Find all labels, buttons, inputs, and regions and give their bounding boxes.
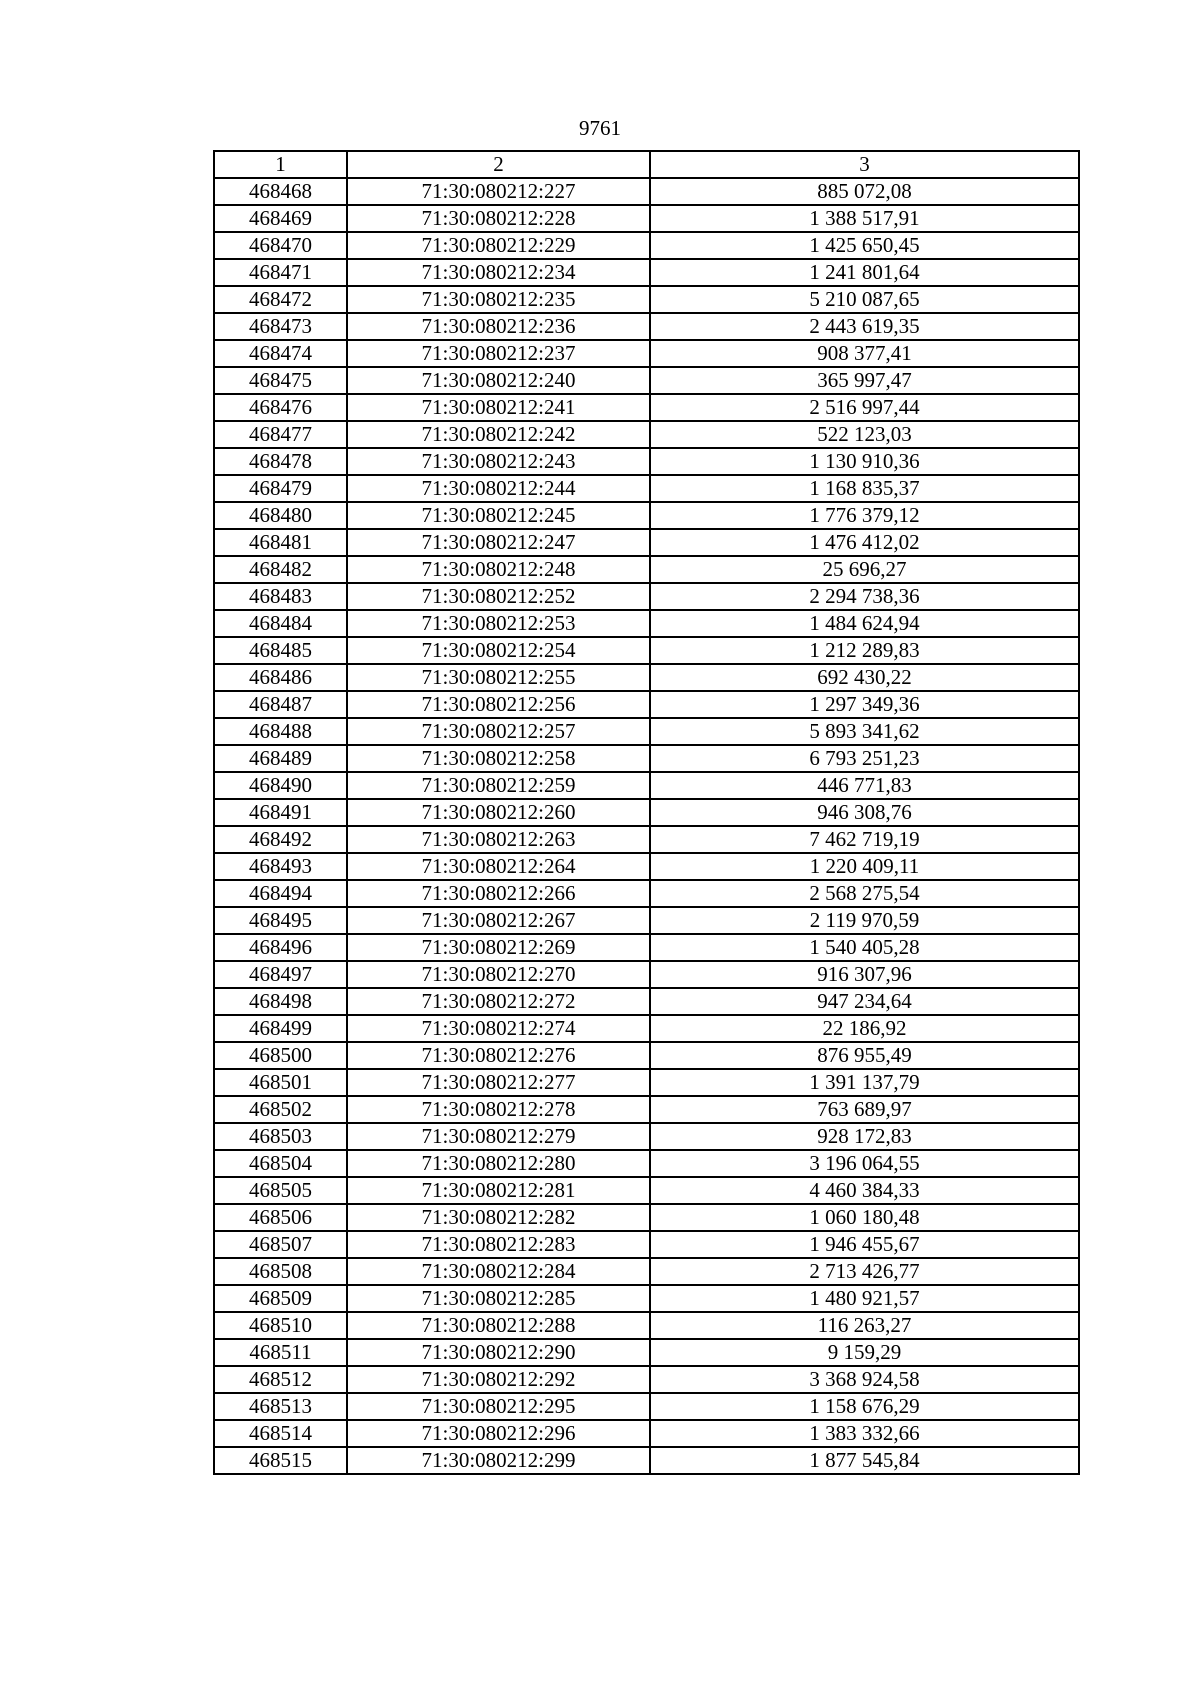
value-cell: 876 955,49 xyxy=(650,1042,1079,1069)
table-row xyxy=(214,583,1079,610)
cadastral-number-cell: 71:30:080212:241 xyxy=(347,394,650,421)
value-cell: 1 130 910,36 xyxy=(650,448,1079,475)
value-cell: 3 368 924,58 xyxy=(650,1366,1079,1393)
table-row xyxy=(214,745,1079,772)
cadastral-number-cell: 71:30:080212:229 xyxy=(347,232,650,259)
table-row xyxy=(214,880,1079,907)
row-number-cell: 468500 xyxy=(214,1042,347,1069)
value-cell: 25 696,27 xyxy=(650,556,1079,583)
page-number: 9761 xyxy=(579,116,621,140)
value-cell: 928 172,83 xyxy=(650,1123,1079,1150)
table-row xyxy=(214,1042,1079,1069)
cadastral-number-cell: 71:30:080212:245 xyxy=(347,502,650,529)
value-cell: 1 220 409,11 xyxy=(650,853,1079,880)
value-cell: 763 689,97 xyxy=(650,1096,1079,1123)
table-row xyxy=(214,1339,1079,1366)
row-number-cell: 468497 xyxy=(214,961,347,988)
column-header-3: 3 xyxy=(650,151,1079,178)
table-row xyxy=(214,1150,1079,1177)
cadastral-number-cell: 71:30:080212:264 xyxy=(347,853,650,880)
table-row xyxy=(214,205,1079,232)
table-row xyxy=(214,826,1079,853)
value-cell: 1 383 332,66 xyxy=(650,1420,1079,1447)
row-number-cell: 468508 xyxy=(214,1258,347,1285)
cadastral-number-cell: 71:30:080212:247 xyxy=(347,529,650,556)
table-header xyxy=(214,151,1079,178)
table-row xyxy=(214,448,1079,475)
value-cell: 1 241 801,64 xyxy=(650,259,1079,286)
table-row xyxy=(214,1393,1079,1420)
value-cell: 1 168 835,37 xyxy=(650,475,1079,502)
cadastral-number-cell: 71:30:080212:269 xyxy=(347,934,650,961)
row-number-cell: 468494 xyxy=(214,880,347,907)
value-cell: 1 776 379,12 xyxy=(650,502,1079,529)
cadastral-number-cell: 71:30:080212:292 xyxy=(347,1366,650,1393)
cadastral-number-cell: 71:30:080212:242 xyxy=(347,421,650,448)
row-number-cell: 468469 xyxy=(214,205,347,232)
cadastral-number-cell: 71:30:080212:227 xyxy=(347,178,650,205)
value-cell: 1 297 349,36 xyxy=(650,691,1079,718)
table-row xyxy=(214,556,1079,583)
cadastral-number-cell: 71:30:080212:257 xyxy=(347,718,650,745)
value-cell: 7 462 719,19 xyxy=(650,826,1079,853)
table-row xyxy=(214,1204,1079,1231)
table-row xyxy=(214,1366,1079,1393)
cadastral-number-cell: 71:30:080212:296 xyxy=(347,1420,650,1447)
table-row xyxy=(214,421,1079,448)
row-number-cell: 468515 xyxy=(214,1447,347,1474)
cadastral-number-cell: 71:30:080212:234 xyxy=(347,259,650,286)
table-row xyxy=(214,799,1079,826)
row-number-cell: 468476 xyxy=(214,394,347,421)
row-number-cell: 468502 xyxy=(214,1096,347,1123)
row-number-cell: 468481 xyxy=(214,529,347,556)
cadastral-number-cell: 71:30:080212:280 xyxy=(347,1150,650,1177)
value-cell: 1 540 405,28 xyxy=(650,934,1079,961)
row-number-cell: 468514 xyxy=(214,1420,347,1447)
row-number-cell: 468479 xyxy=(214,475,347,502)
value-cell: 1 388 517,91 xyxy=(650,205,1079,232)
row-number-cell: 468498 xyxy=(214,988,347,1015)
row-number-cell: 468485 xyxy=(214,637,347,664)
cadastral-number-cell: 71:30:080212:240 xyxy=(347,367,650,394)
cadastral-number-cell: 71:30:080212:284 xyxy=(347,1258,650,1285)
row-number-cell: 468506 xyxy=(214,1204,347,1231)
table-row xyxy=(214,907,1079,934)
row-number-cell: 468483 xyxy=(214,583,347,610)
value-cell: 692 430,22 xyxy=(650,664,1079,691)
cadastral-number-cell: 71:30:080212:248 xyxy=(347,556,650,583)
row-number-cell: 468475 xyxy=(214,367,347,394)
table-row xyxy=(214,475,1079,502)
cadastral-number-cell: 71:30:080212:278 xyxy=(347,1096,650,1123)
table-row xyxy=(214,340,1079,367)
table-row xyxy=(214,691,1079,718)
row-number-cell: 468478 xyxy=(214,448,347,475)
row-number-cell: 468501 xyxy=(214,1069,347,1096)
row-number-cell: 468471 xyxy=(214,259,347,286)
row-number-cell: 468513 xyxy=(214,1393,347,1420)
table-row xyxy=(214,1177,1079,1204)
cadastral-number-cell: 71:30:080212:270 xyxy=(347,961,650,988)
row-number-cell: 468504 xyxy=(214,1150,347,1177)
column-header-2: 2 xyxy=(347,151,650,178)
cadastral-number-cell: 71:30:080212:254 xyxy=(347,637,650,664)
table-row xyxy=(214,259,1079,286)
row-number-cell: 468496 xyxy=(214,934,347,961)
row-number-cell: 468473 xyxy=(214,313,347,340)
table-row xyxy=(214,1285,1079,1312)
table-row xyxy=(214,313,1079,340)
value-cell: 22 186,92 xyxy=(650,1015,1079,1042)
row-number-cell: 468511 xyxy=(214,1339,347,1366)
row-number-cell: 468509 xyxy=(214,1285,347,1312)
cadastral-number-cell: 71:30:080212:260 xyxy=(347,799,650,826)
value-cell: 1 484 624,94 xyxy=(650,610,1079,637)
table-row xyxy=(214,988,1079,1015)
row-number-cell: 468490 xyxy=(214,772,347,799)
cadastral-number-cell: 71:30:080212:243 xyxy=(347,448,650,475)
row-number-cell: 468470 xyxy=(214,232,347,259)
table-row xyxy=(214,1312,1079,1339)
value-cell: 2 294 738,36 xyxy=(650,583,1079,610)
cadastral-number-cell: 71:30:080212:228 xyxy=(347,205,650,232)
table-row xyxy=(214,367,1079,394)
value-cell: 885 072,08 xyxy=(650,178,1079,205)
cadastral-number-cell: 71:30:080212:282 xyxy=(347,1204,650,1231)
cadastral-number-cell: 71:30:080212:277 xyxy=(347,1069,650,1096)
table-row xyxy=(214,502,1079,529)
value-cell: 116 263,27 xyxy=(650,1312,1079,1339)
value-cell: 1 877 545,84 xyxy=(650,1447,1079,1474)
cadastral-number-cell: 71:30:080212:276 xyxy=(347,1042,650,1069)
cadastral-number-cell: 71:30:080212:279 xyxy=(347,1123,650,1150)
cadastral-number-cell: 71:30:080212:237 xyxy=(347,340,650,367)
table-row xyxy=(214,934,1079,961)
cadastral-number-cell: 71:30:080212:258 xyxy=(347,745,650,772)
table-row xyxy=(214,664,1079,691)
value-cell: 1 425 650,45 xyxy=(650,232,1079,259)
value-cell: 1 946 455,67 xyxy=(650,1231,1079,1258)
value-cell: 1 480 921,57 xyxy=(650,1285,1079,1312)
value-cell: 4 460 384,33 xyxy=(650,1177,1079,1204)
cadastral-number-cell: 71:30:080212:236 xyxy=(347,313,650,340)
row-number-cell: 468474 xyxy=(214,340,347,367)
table-row xyxy=(214,610,1079,637)
cadastral-number-cell: 71:30:080212:256 xyxy=(347,691,650,718)
value-cell: 946 308,76 xyxy=(650,799,1079,826)
table-row xyxy=(214,178,1079,205)
cadastral-number-cell: 71:30:080212:285 xyxy=(347,1285,650,1312)
row-number-cell: 468505 xyxy=(214,1177,347,1204)
table-row xyxy=(214,1069,1079,1096)
row-number-cell: 468503 xyxy=(214,1123,347,1150)
value-cell: 365 997,47 xyxy=(650,367,1079,394)
row-number-cell: 468491 xyxy=(214,799,347,826)
cadastral-number-cell: 71:30:080212:272 xyxy=(347,988,650,1015)
value-cell: 1 476 412,02 xyxy=(650,529,1079,556)
cadastral-number-cell: 71:30:080212:266 xyxy=(347,880,650,907)
table-row xyxy=(214,286,1079,313)
registry-table xyxy=(213,150,1080,1475)
header-row xyxy=(214,151,1079,178)
value-cell: 2 119 970,59 xyxy=(650,907,1079,934)
row-number-cell: 468480 xyxy=(214,502,347,529)
value-cell: 5 210 087,65 xyxy=(650,286,1079,313)
value-cell: 2 568 275,54 xyxy=(650,880,1079,907)
column-header-1: 1 xyxy=(214,151,347,178)
cadastral-number-cell: 71:30:080212:299 xyxy=(347,1447,650,1474)
value-cell: 1 158 676,29 xyxy=(650,1393,1079,1420)
cadastral-number-cell: 71:30:080212:281 xyxy=(347,1177,650,1204)
row-number-cell: 468482 xyxy=(214,556,347,583)
value-cell: 2 713 426,77 xyxy=(650,1258,1079,1285)
cadastral-number-cell: 71:30:080212:274 xyxy=(347,1015,650,1042)
table-row xyxy=(214,232,1079,259)
table-row xyxy=(214,1420,1079,1447)
row-number-cell: 468488 xyxy=(214,718,347,745)
table-row xyxy=(214,853,1079,880)
row-number-cell: 468477 xyxy=(214,421,347,448)
cadastral-number-cell: 71:30:080212:255 xyxy=(347,664,650,691)
cadastral-number-cell: 71:30:080212:290 xyxy=(347,1339,650,1366)
table-row xyxy=(214,1096,1079,1123)
table-row xyxy=(214,1231,1079,1258)
value-cell: 446 771,83 xyxy=(650,772,1079,799)
table-row xyxy=(214,529,1079,556)
value-cell: 1 212 289,83 xyxy=(650,637,1079,664)
row-number-cell: 468495 xyxy=(214,907,347,934)
row-number-cell: 468472 xyxy=(214,286,347,313)
value-cell: 9 159,29 xyxy=(650,1339,1079,1366)
value-cell: 5 893 341,62 xyxy=(650,718,1079,745)
row-number-cell: 468484 xyxy=(214,610,347,637)
table-row xyxy=(214,637,1079,664)
value-cell: 2 443 619,35 xyxy=(650,313,1079,340)
cadastral-number-cell: 71:30:080212:253 xyxy=(347,610,650,637)
cadastral-number-cell: 71:30:080212:235 xyxy=(347,286,650,313)
value-cell: 1 060 180,48 xyxy=(650,1204,1079,1231)
cadastral-number-cell: 71:30:080212:295 xyxy=(347,1393,650,1420)
value-cell: 916 307,96 xyxy=(650,961,1079,988)
cadastral-number-cell: 71:30:080212:267 xyxy=(347,907,650,934)
value-cell: 3 196 064,55 xyxy=(650,1150,1079,1177)
cadastral-number-cell: 71:30:080212:252 xyxy=(347,583,650,610)
value-cell: 1 391 137,79 xyxy=(650,1069,1079,1096)
row-number-cell: 468499 xyxy=(214,1015,347,1042)
row-number-cell: 468493 xyxy=(214,853,347,880)
table-row xyxy=(214,772,1079,799)
table-row xyxy=(214,1258,1079,1285)
cadastral-number-cell: 71:30:080212:263 xyxy=(347,826,650,853)
table-row xyxy=(214,1447,1079,1474)
table-body xyxy=(214,178,1079,1474)
row-number-cell: 468468 xyxy=(214,178,347,205)
row-number-cell: 468512 xyxy=(214,1366,347,1393)
table-row xyxy=(214,961,1079,988)
value-cell: 522 123,03 xyxy=(650,421,1079,448)
value-cell: 6 793 251,23 xyxy=(650,745,1079,772)
row-number-cell: 468489 xyxy=(214,745,347,772)
cadastral-number-cell: 71:30:080212:244 xyxy=(347,475,650,502)
row-number-cell: 468507 xyxy=(214,1231,347,1258)
cadastral-number-cell: 71:30:080212:288 xyxy=(347,1312,650,1339)
row-number-cell: 468510 xyxy=(214,1312,347,1339)
row-number-cell: 468492 xyxy=(214,826,347,853)
row-number-cell: 468487 xyxy=(214,691,347,718)
table-row xyxy=(214,1123,1079,1150)
value-cell: 2 516 997,44 xyxy=(650,394,1079,421)
value-cell: 908 377,41 xyxy=(650,340,1079,367)
table-row xyxy=(214,1015,1079,1042)
value-cell: 947 234,64 xyxy=(650,988,1079,1015)
row-number-cell: 468486 xyxy=(214,664,347,691)
cadastral-number-cell: 71:30:080212:283 xyxy=(347,1231,650,1258)
table-row xyxy=(214,718,1079,745)
table-row xyxy=(214,394,1079,421)
cadastral-number-cell: 71:30:080212:259 xyxy=(347,772,650,799)
